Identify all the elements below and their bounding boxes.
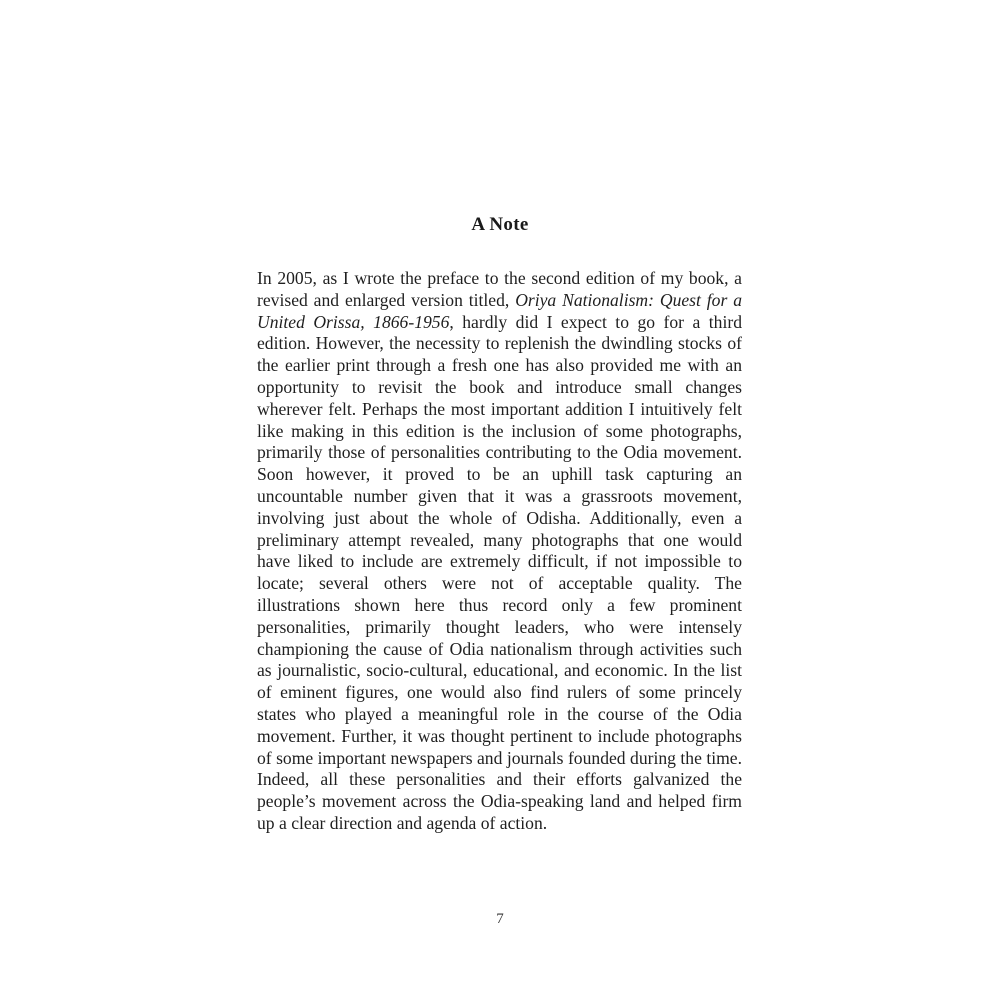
page-number: 7 [496,911,504,927]
paragraph-text-before-title: In 2005, as I wrote the preface to the second edition of my book, a revised and enlarged version titled, [257,268,742,310]
note-paragraph [257,268,742,835]
page-title: A Note [471,214,529,235]
paragraph-text-after-title: , hardly did I expect to go for a third edition. However, the necessity to replenish the dwindling stocks of the earlier print through a fresh one has also provided me with an opportunity to revisit the book and introduce small changes wherever felt. Perhaps the most important addition I intuitively felt like making in this edition is the inclusion of some photographs, primarily those of personalities contributing to the Odia movement. Soon however, it proved to be an uphill task capturing an uncountable number given that it was a grassroots movement, involving just about the whole of Odisha. Additionally, even a preliminary attempt revealed, many photographs that one would have liked to include are extremely difficult, if not impossible to locate; several others were not of acceptable quality. The illustrations shown here thus record only a few prominent personalities, primarily thought leaders, who were intensely championing the cause of Odia nationalism through activities such as journalistic, socio-cultural, educational, and economic. In the list of eminent figures, one would also find rulers of some princely states who played a meaningful role in the course of the Odia movement. Further, it was thought pertinent to include photographs of some important newspapers and journals founded during the time. Indeed, all these personalities and their efforts galvanized the people’s movement across the Odia-speaking land and helped firm up a clear direction and agenda of action. [257,311,743,833]
book-title: Oriya Nationalism: Quest for a United Orissa, 1866-1956 [257,289,742,332]
